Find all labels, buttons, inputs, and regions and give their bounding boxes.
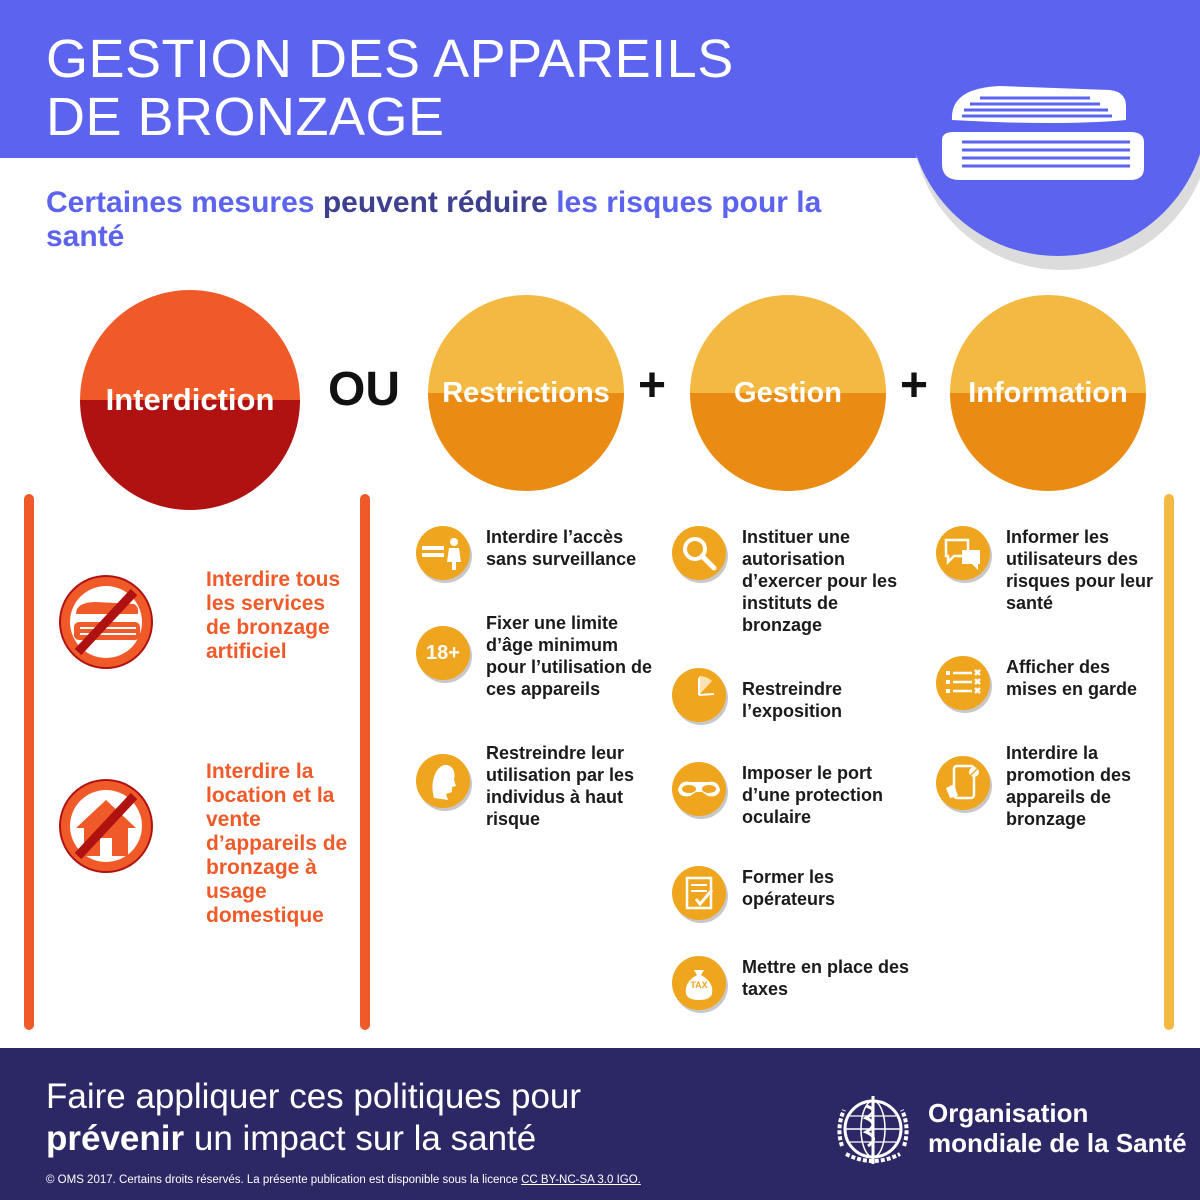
no-promotion-icon (936, 756, 990, 810)
who-name (928, 1098, 1187, 1158)
who-name-line-1: Organisation (928, 1098, 1089, 1128)
information-item-2-text: Afficher des mises en garde (1006, 657, 1138, 699)
gestion-item-2-text: Restreindre l’exposition (742, 679, 843, 721)
gestion-item-1 (672, 526, 912, 636)
unsupervised-icon (416, 526, 470, 580)
age-limit-icon (416, 626, 470, 680)
house-ban-icon (56, 776, 156, 876)
warning-list-icon (936, 656, 990, 710)
subtitle-part-1: Certaines mesures (46, 186, 323, 219)
interdiction-item-2-text: Interdire la location et la vente d’appareils de bronzage à usage domestique (206, 760, 348, 927)
tanning-bed-ban-icon (56, 572, 156, 672)
tax-badge: TAX (690, 980, 708, 990)
title-line-1: GESTION DES APPAREILS (46, 29, 734, 89)
magnifier-icon (672, 526, 726, 580)
circle-information (950, 295, 1146, 491)
or-operator: OU (328, 363, 400, 416)
footer-message (46, 1076, 581, 1160)
information-item-2 (936, 656, 1166, 710)
who-name-line-2: mondiale de la Santé (928, 1128, 1187, 1158)
footer-line-2-bold: prévenir (46, 1119, 185, 1158)
gestion-item-2 (672, 668, 912, 722)
gestion-item-3-text: Imposer le port d’une protection oculaire (742, 763, 883, 827)
speech-bubbles-icon (936, 526, 990, 580)
information-item-3 (936, 742, 1166, 830)
who-emblem-icon (832, 1088, 914, 1170)
circle-label-gestion: Gestion (734, 376, 842, 409)
high-risk-person-icon (416, 754, 470, 808)
license-link[interactable]: CC BY-NC-SA 3.0 IGO. (521, 1174, 641, 1186)
restrictions-item-3 (416, 742, 656, 830)
circle-restrictions (428, 295, 624, 491)
page-title (46, 30, 734, 146)
title-line-2: DE BRONZAGE (46, 87, 445, 147)
interdiction-item-1-text: Interdire tous les services de bronzage artificiel (206, 568, 341, 663)
footer-line-1: Faire appliquer ces politiques pour (46, 1077, 582, 1116)
footer-line-2-rest: un impact sur la santé (184, 1119, 537, 1158)
tanning-bed-icon (940, 80, 1160, 210)
middle-divider (360, 494, 370, 1030)
copyright-text: © OMS 2017. Certains droits réservés. La présente publication est disponible sous la licence (46, 1174, 522, 1186)
subtitle-part-3: les risques pour la santé (46, 186, 822, 253)
checklist-icon (672, 866, 726, 920)
copyright-notice (46, 1174, 641, 1186)
circle-label-interdiction: Interdiction (105, 382, 275, 417)
gestion-item-5-text: Mettre en place des taxes (742, 957, 910, 999)
restrictions-item-1 (416, 526, 656, 580)
restrictions-item-2 (416, 612, 656, 700)
circle-gestion (690, 295, 886, 491)
information-item-1 (936, 526, 1166, 614)
gestion-item-4 (672, 866, 912, 920)
information-item-1-text: Informer les utilisateurs des risques pour leur santé (1006, 527, 1154, 613)
subtitle-part-2: peuvent réduire (322, 186, 548, 219)
gestion-item-5 (672, 956, 912, 1010)
circle-label-information: Information (968, 376, 1128, 409)
restrictions-item-1-text: Interdire l’accès sans surveillance (486, 527, 637, 569)
gestion-item-3 (672, 762, 912, 828)
left-divider (24, 494, 34, 1030)
circle-interdiction (80, 290, 300, 510)
restrictions-item-3-text: Restreindre leur utilisation par les individus à haut risque (486, 743, 635, 829)
circle-label-restrictions: Restrictions (442, 376, 610, 409)
goggles-icon (672, 762, 726, 816)
gestion-item-4-text: Former les opérateurs (742, 867, 836, 909)
subtitle (46, 186, 866, 254)
gestion-item-1-text: Instituer une autorisation d’exercer pour les instituts de bronzage (742, 527, 898, 635)
timer-icon (672, 668, 726, 722)
restrictions-item-2-text: Fixer une limite d’âge minimum pour l’utilisation de ces appareils (486, 613, 652, 699)
tax-bag-icon (672, 956, 726, 1010)
plus-operator-2: + (899, 359, 929, 412)
information-item-3-text: Interdire la promotion des appareils de bronzage (1006, 743, 1131, 829)
plus-operator-1: + (637, 359, 667, 412)
age-limit-badge: 18+ (426, 641, 460, 664)
